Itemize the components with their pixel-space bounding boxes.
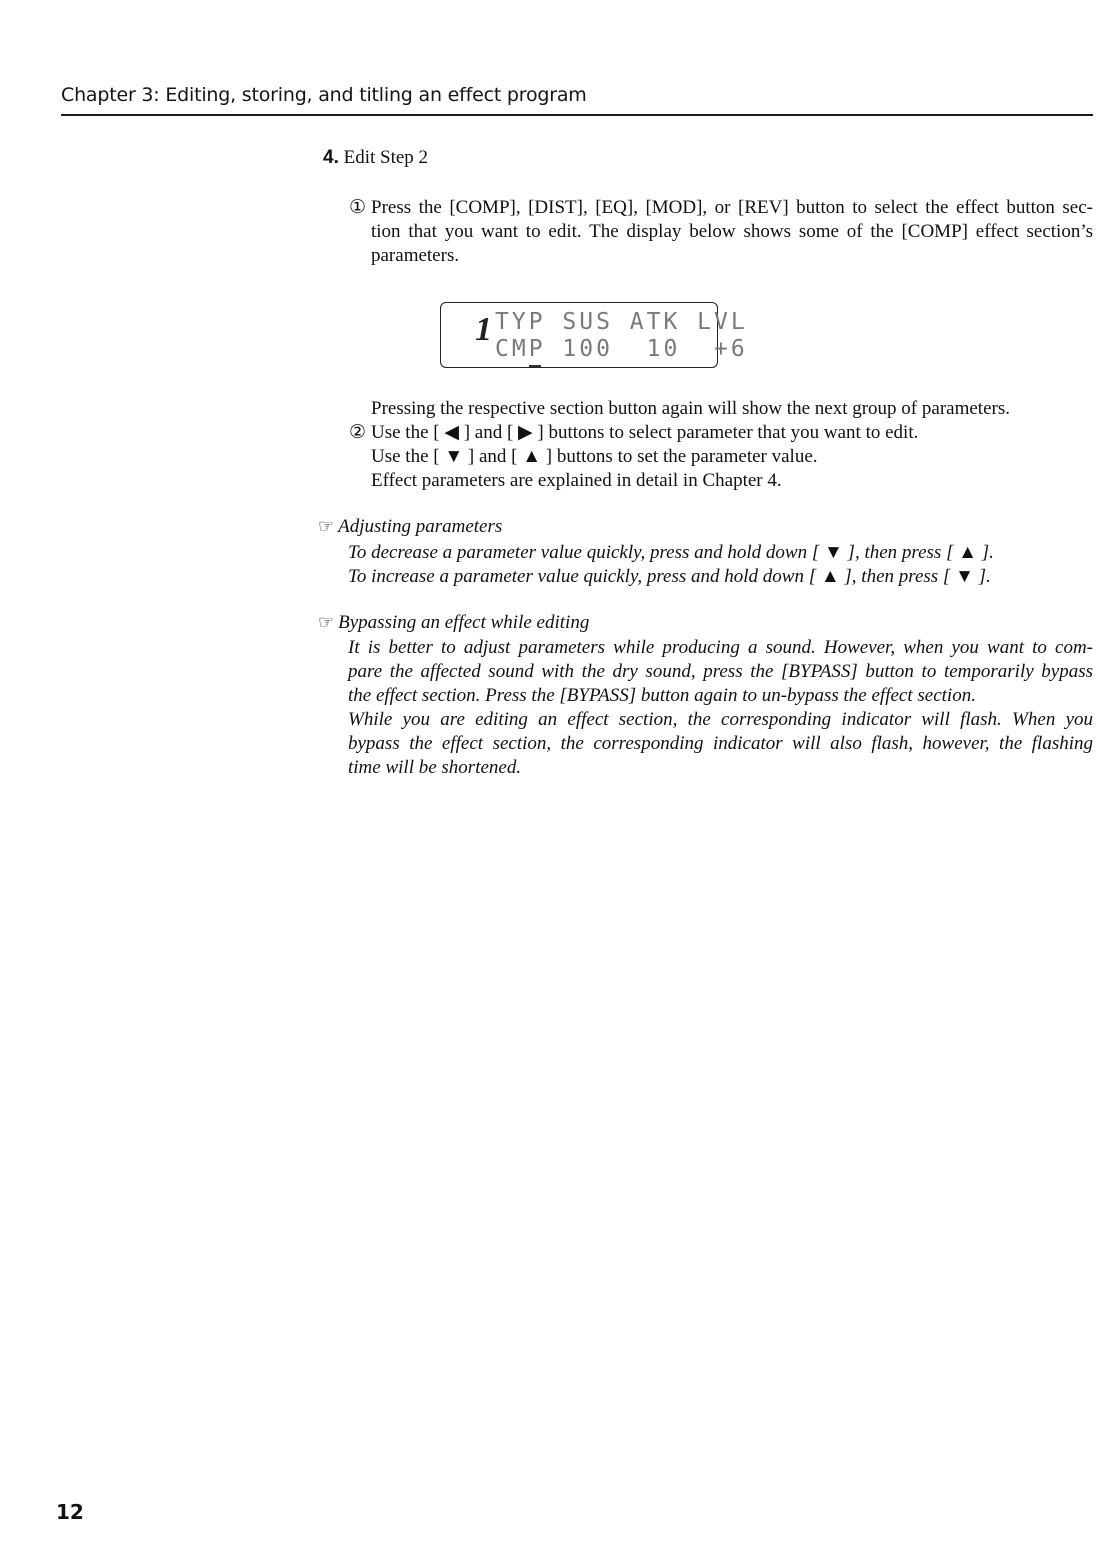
lcd-row-parameter-names: TYP SUS ATK LVL [495,309,748,335]
note2-line5: bypass the effect section, the corresponding indicator will also flash, however, the flashing [348,733,1093,754]
note1-line2: To increase a parameter value quickly, press and hold down [ ▲ ], then press [ ▼ ]. [348,566,991,587]
page-number: 12 [56,1500,84,1524]
item1-marker: ① [349,197,367,218]
pointing-hand-icon: ☞ [318,612,335,633]
note2-line3: the effect section. Press the [BYPASS] button again to un-bypass the effect section. [348,685,976,706]
item1-line2: tion that you want to edit. The display below shows some of the [COMP] effect section’s [371,221,1093,242]
item1-line1: Press the [COMP], [DIST], [EQ], [MOD], or [REV] button to select the effect button sec- [371,197,1093,218]
item2-marker: ② [349,422,367,443]
note2-title: Bypassing an effect while editing [338,612,590,633]
item2-line2: Use the [ ▼ ] and [ ▲ ] buttons to set the parameter value. [371,446,818,467]
header-rule [61,114,1093,116]
lcd-program-digit: 1 [475,311,492,348]
note2-line1: It is better to adjust parameters while producing a sound. However, when you want to com- [348,637,1093,658]
note2-line4: While you are editing an effect section, the corresponding indicator will flash. When you [348,709,1093,730]
note2-line6: time will be shortened. [348,757,522,778]
item1-line3: parameters. [371,245,460,266]
item2-line3: Effect parameters are explained in detail in Chapter 4. [371,470,782,491]
lcd-cursor [529,365,541,367]
note2-heading [318,612,589,634]
after-display-text: Pressing the respective section button again will show the next group of parameters. [371,398,1010,419]
step-heading [323,147,428,169]
lcd-row-parameter-values: CMP 100 10 +6 [495,336,748,362]
note2-line2: pare the affected sound with the dry sound, press the [BYPASS] button to temporarily bypass [348,661,1093,682]
item2-line1: Use the [ ◀ ] and [ ▶ ] buttons to select parameter that you want to edit. [371,422,919,443]
pointing-hand-icon: ☞ [318,516,335,537]
step-number: 4. [323,147,339,168]
note1-heading [318,516,502,538]
lcd-display [440,302,748,368]
note1-title: Adjusting parameters [338,516,503,537]
note1-line1: To decrease a parameter value quickly, press and hold down [ ▼ ], then press [ ▲ ]. [348,542,994,563]
step-title: Edit Step 2 [343,147,429,168]
chapter-header: Chapter 3: Editing, storing, and titling an effect program [61,84,587,106]
